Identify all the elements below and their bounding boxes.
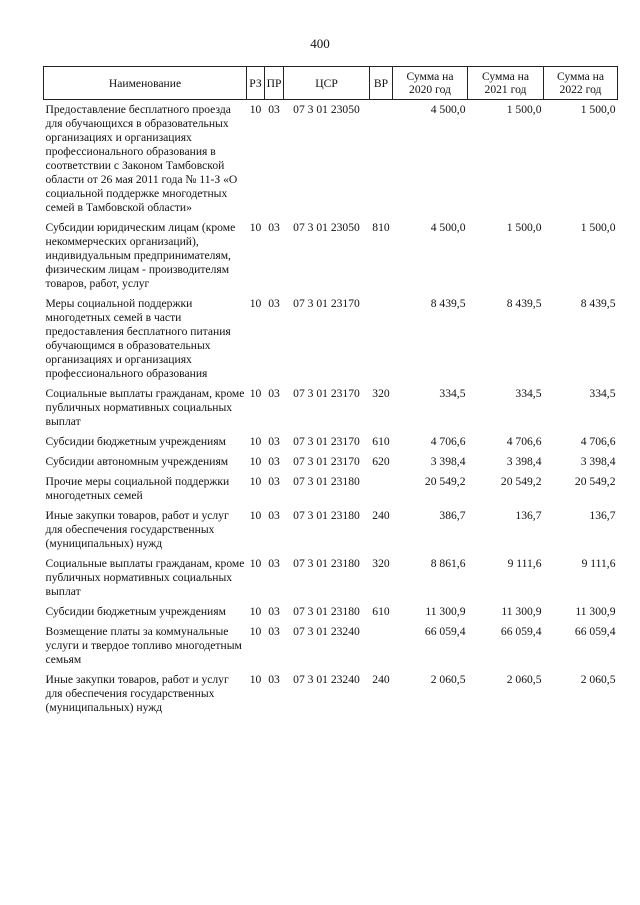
- row-sum-2022: 2 060,5: [580, 673, 616, 686]
- row-name: Возмещение платы за коммунальные услуги и твердое топливо многодетным семьям: [45, 625, 242, 666]
- row-sum-2020: 334,5: [439, 387, 466, 400]
- row-sum-2020: 3 398,4: [430, 455, 466, 468]
- table-row: [44, 384, 618, 432]
- row-rz: 10: [249, 557, 262, 570]
- row-name: Социальные выплаты гражданам, кроме публичных нормативных социальных выплат: [45, 557, 245, 598]
- table-body: [44, 100, 618, 719]
- row-vr: 810: [372, 221, 390, 234]
- row-sum-2020: 8 861,6: [430, 557, 466, 570]
- row-vr: 620: [372, 455, 390, 468]
- row-sum-2021: 9 111,6: [507, 557, 542, 570]
- row-pr: 03: [268, 103, 280, 116]
- header-sum-2020: Сумма на 2020 год: [393, 67, 468, 100]
- row-sum-2021: 20 549,2: [500, 475, 542, 488]
- row-pr: 03: [268, 625, 280, 638]
- row-pr: 03: [268, 673, 280, 686]
- table-row: [44, 506, 618, 554]
- row-sum-2021: 3 398,4: [506, 455, 542, 468]
- row-name: Субсидии бюджетным учреждениям: [45, 435, 226, 448]
- row-name: Субсидии автономным учреждениям: [45, 455, 229, 468]
- table-row: [44, 218, 618, 294]
- row-sum-2022: 334,5: [589, 387, 616, 400]
- header-rz: РЗ: [247, 67, 265, 100]
- row-rz: 10: [249, 455, 262, 468]
- row-csr: 07 3 01 23240: [293, 673, 360, 686]
- row-sum-2020: 4 500,0: [430, 103, 466, 116]
- row-sum-2021: 334,5: [515, 387, 542, 400]
- row-pr: 03: [268, 455, 280, 468]
- row-csr: 07 3 01 23170: [293, 455, 360, 468]
- header-sum-2021: Сумма на 2021 год: [468, 67, 544, 100]
- row-sum-2022: 20 549,2: [574, 475, 616, 488]
- row-sum-2020: 386,7: [439, 509, 466, 522]
- row-rz: 10: [249, 605, 262, 618]
- row-sum-2022: 4 706,6: [580, 435, 616, 448]
- row-csr: 07 3 01 23170: [293, 297, 360, 310]
- row-vr: 320: [372, 387, 390, 400]
- table-row: [44, 472, 618, 506]
- table-header-row: [44, 67, 618, 100]
- row-csr: 07 3 01 23050: [293, 221, 360, 234]
- table-row: [44, 554, 618, 602]
- table-row: [44, 432, 618, 452]
- row-name: Иные закупки товаров, работ и услуг для обеспечения государственных (муниципальных) нужд: [45, 509, 229, 550]
- row-sum-2020: 20 549,2: [424, 475, 466, 488]
- row-vr: [370, 100, 393, 219]
- row-name: Прочие меры социальной поддержки многодетных семей: [45, 475, 230, 502]
- row-pr: 03: [268, 475, 280, 488]
- row-rz: 10: [249, 221, 262, 234]
- row-name: Меры социальной поддержки многодетных семей в части предоставления бесплатного питания обучающимся в образовательных организациях и организациях профессионального образования: [45, 297, 231, 380]
- row-sum-2020: 4 500,0: [430, 221, 466, 234]
- row-vr: [370, 472, 393, 506]
- row-csr: 07 3 01 23180: [293, 475, 360, 488]
- row-vr: [370, 294, 393, 384]
- row-sum-2020: 4 706,6: [430, 435, 466, 448]
- row-name: Предоставление бесплатного проезда для обучающихся в образовательных организациях и организациях профессионального образования в соответствии с Законом Тамбовской области от 26 мая 2011 года № 11-З «О социальной поддержке многодетных семей в Тамбовской области»: [45, 103, 238, 214]
- row-csr: 07 3 01 23170: [293, 435, 360, 448]
- row-rz: 10: [249, 435, 262, 448]
- row-pr: 03: [268, 557, 280, 570]
- row-vr: 320: [372, 557, 390, 570]
- budget-table: [43, 66, 618, 718]
- row-rz: 10: [249, 509, 262, 522]
- row-rz: 10: [249, 673, 262, 686]
- row-sum-2022: 11 300,9: [575, 605, 616, 618]
- row-name: Социальные выплаты гражданам, кроме публичных нормативных социальных выплат: [45, 387, 245, 428]
- row-rz: 10: [249, 387, 262, 400]
- row-sum-2021: 11 300,9: [501, 605, 542, 618]
- page-number: 400: [310, 36, 330, 51]
- row-pr: 03: [268, 605, 280, 618]
- row-csr: 07 3 01 23180: [293, 557, 360, 570]
- row-sum-2020: 8 439,5: [430, 297, 466, 310]
- row-sum-2022: 66 059,4: [574, 625, 616, 638]
- row-vr: 240: [372, 509, 390, 522]
- row-name: Иные закупки товаров, работ и услуг для обеспечения государственных (муниципальных) нужд: [45, 673, 229, 714]
- row-csr: 07 3 01 23240: [293, 625, 360, 638]
- row-vr: [370, 622, 393, 670]
- row-csr: 07 3 01 23170: [293, 387, 360, 400]
- row-pr: 03: [268, 435, 280, 448]
- table-row: [44, 602, 618, 622]
- row-pr: 03: [268, 297, 280, 310]
- table-row: [44, 452, 618, 472]
- row-sum-2020: 66 059,4: [424, 625, 466, 638]
- row-sum-2022: 9 111,6: [581, 557, 616, 570]
- row-sum-2021: 66 059,4: [500, 625, 542, 638]
- table-row: [44, 294, 618, 384]
- row-sum-2022: 1 500,0: [580, 221, 616, 234]
- row-sum-2022: 1 500,0: [580, 103, 616, 116]
- row-name: Субсидии бюджетным учреждениям: [45, 605, 226, 618]
- row-sum-2021: 1 500,0: [506, 221, 542, 234]
- header-csr: ЦСР: [284, 67, 370, 100]
- row-rz: 10: [249, 297, 262, 310]
- row-csr: 07 3 01 23180: [293, 605, 360, 618]
- row-sum-2021: 8 439,5: [506, 297, 542, 310]
- row-vr: 610: [372, 435, 390, 448]
- row-rz: 10: [249, 103, 262, 116]
- header-sum-2022: Сумма на 2022 год: [544, 67, 618, 100]
- row-sum-2020: 11 300,9: [425, 605, 466, 618]
- table-row: [44, 670, 618, 718]
- row-csr: 07 3 01 23180: [293, 509, 360, 522]
- row-sum-2021: 1 500,0: [506, 103, 542, 116]
- table-row: [44, 100, 618, 219]
- row-sum-2022: 8 439,5: [580, 297, 616, 310]
- row-rz: 10: [249, 625, 262, 638]
- row-sum-2022: 136,7: [589, 509, 616, 522]
- header-name: Наименование: [44, 67, 247, 100]
- row-rz: 10: [249, 475, 262, 488]
- row-pr: 03: [268, 509, 280, 522]
- row-vr: 240: [372, 673, 390, 686]
- row-sum-2020: 2 060,5: [430, 673, 466, 686]
- row-sum-2021: 2 060,5: [506, 673, 542, 686]
- header-pr: ПР: [265, 67, 284, 100]
- row-csr: 07 3 01 23050: [293, 103, 360, 116]
- row-sum-2021: 4 706,6: [506, 435, 542, 448]
- header-vr: ВР: [370, 67, 393, 100]
- row-sum-2021: 136,7: [515, 509, 542, 522]
- table-row: [44, 622, 618, 670]
- row-pr: 03: [268, 221, 280, 234]
- row-sum-2022: 3 398,4: [580, 455, 616, 468]
- row-name: Субсидии юридическим лицам (кроме некоммерческих организаций), индивидуальным предпринимателям, физическим лицам - производителям товаров, работ, услуг: [45, 221, 236, 290]
- row-pr: 03: [268, 387, 280, 400]
- row-vr: 610: [372, 605, 390, 618]
